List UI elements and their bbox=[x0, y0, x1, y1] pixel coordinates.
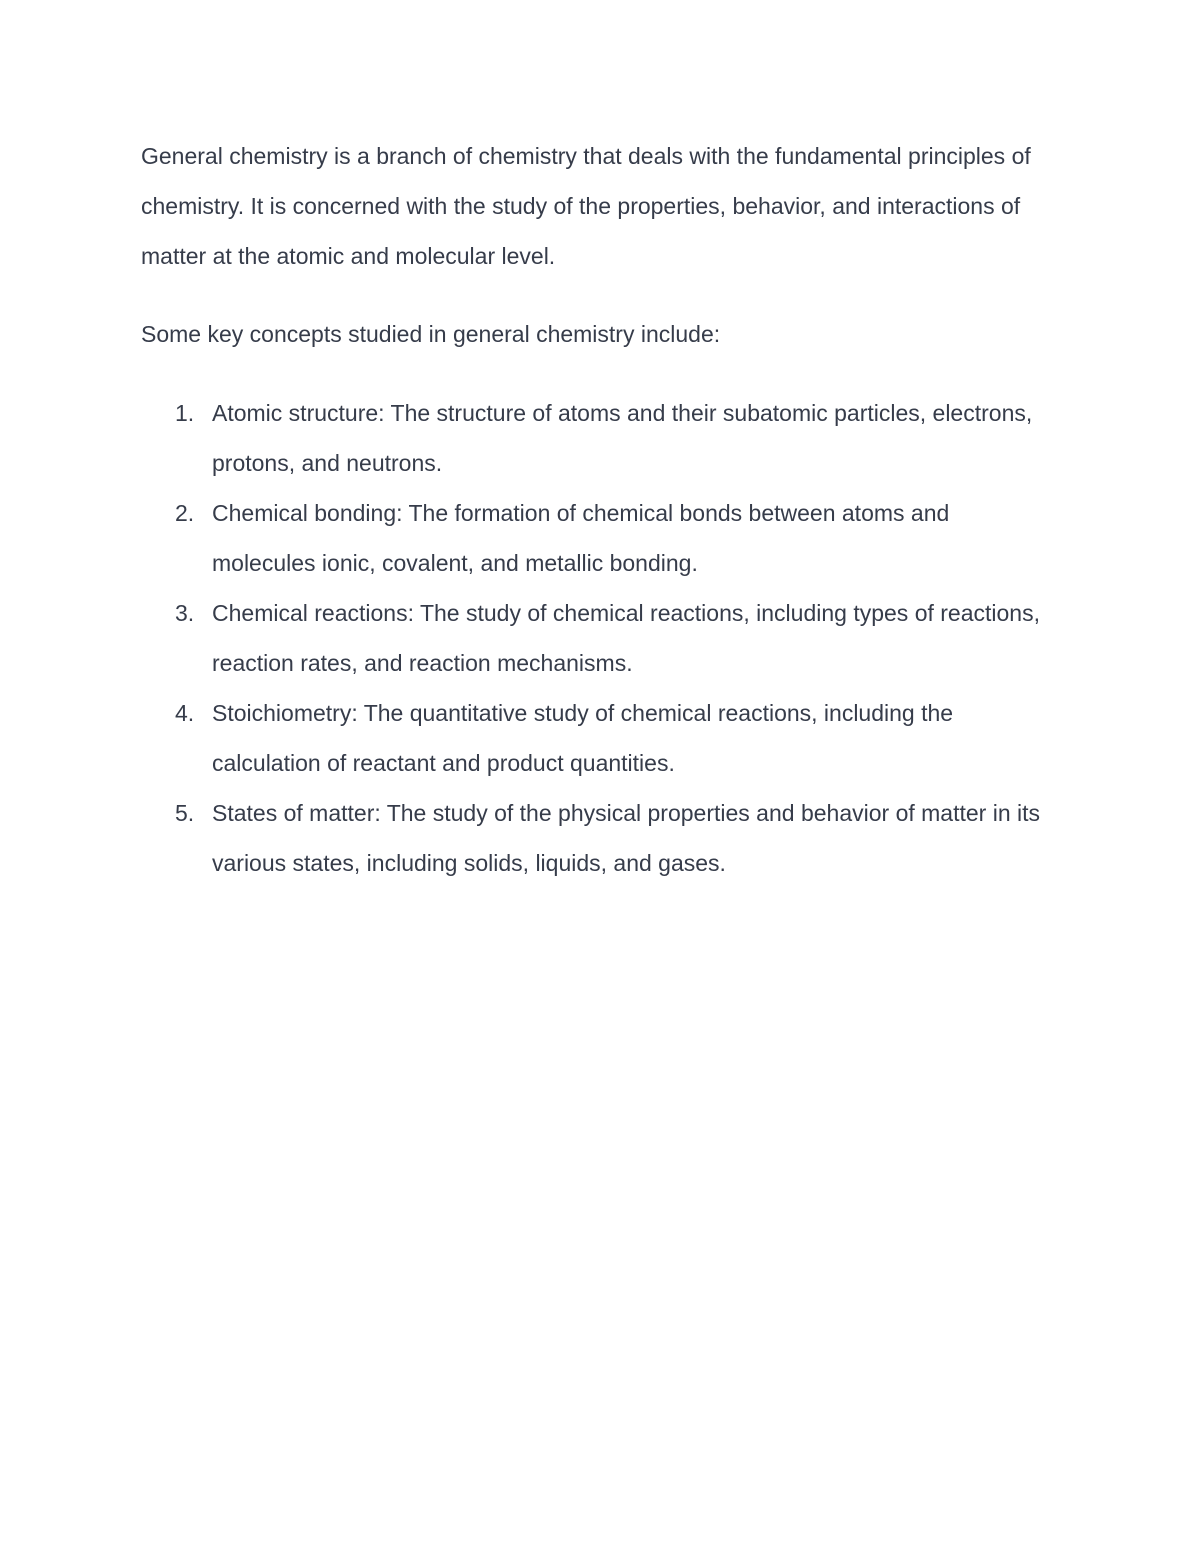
list-item-number: 4. bbox=[175, 700, 195, 726]
key-concepts-list bbox=[141, 388, 1091, 888]
list-item bbox=[141, 688, 1042, 788]
list-item-number: 3. bbox=[175, 600, 195, 626]
list-item bbox=[141, 488, 1042, 588]
list-item bbox=[141, 788, 1042, 888]
list-item-text: Atomic structure: The structure of atoms and their subatomic particles, electrons, protons, and neutrons. bbox=[212, 400, 1033, 476]
intro-paragraph: General chemistry is a branch of chemistry that deals with the fundamental principles of chemistry. It is concerned with the study of the properties, behavior, and interactions of matter at the atomic and molecular level. bbox=[141, 143, 1031, 269]
list-item-number: 1. bbox=[175, 400, 195, 426]
list-item-text: Chemical reactions: The study of chemical reactions, including types of reactions, reaction rates, and reaction mechanisms. bbox=[212, 600, 1040, 676]
list-item-number: 5. bbox=[175, 800, 195, 826]
list-item-text: Stoichiometry: The quantitative study of chemical reactions, including the calculation of reactant and product quantities. bbox=[212, 700, 954, 776]
list-item-text: Chemical bonding: The formation of chemical bonds between atoms and molecules ionic, covalent, and metallic bonding. bbox=[212, 500, 950, 576]
list-item-text: States of matter: The study of the physical properties and behavior of matter in its various states, including solids, liquids, and gases. bbox=[212, 800, 1040, 876]
document-body bbox=[141, 131, 1091, 888]
list-intro-paragraph: Some key concepts studied in general chemistry include: bbox=[141, 321, 721, 347]
list-item bbox=[141, 588, 1042, 688]
list-item bbox=[141, 388, 1042, 488]
list-item-number: 2. bbox=[175, 500, 195, 526]
